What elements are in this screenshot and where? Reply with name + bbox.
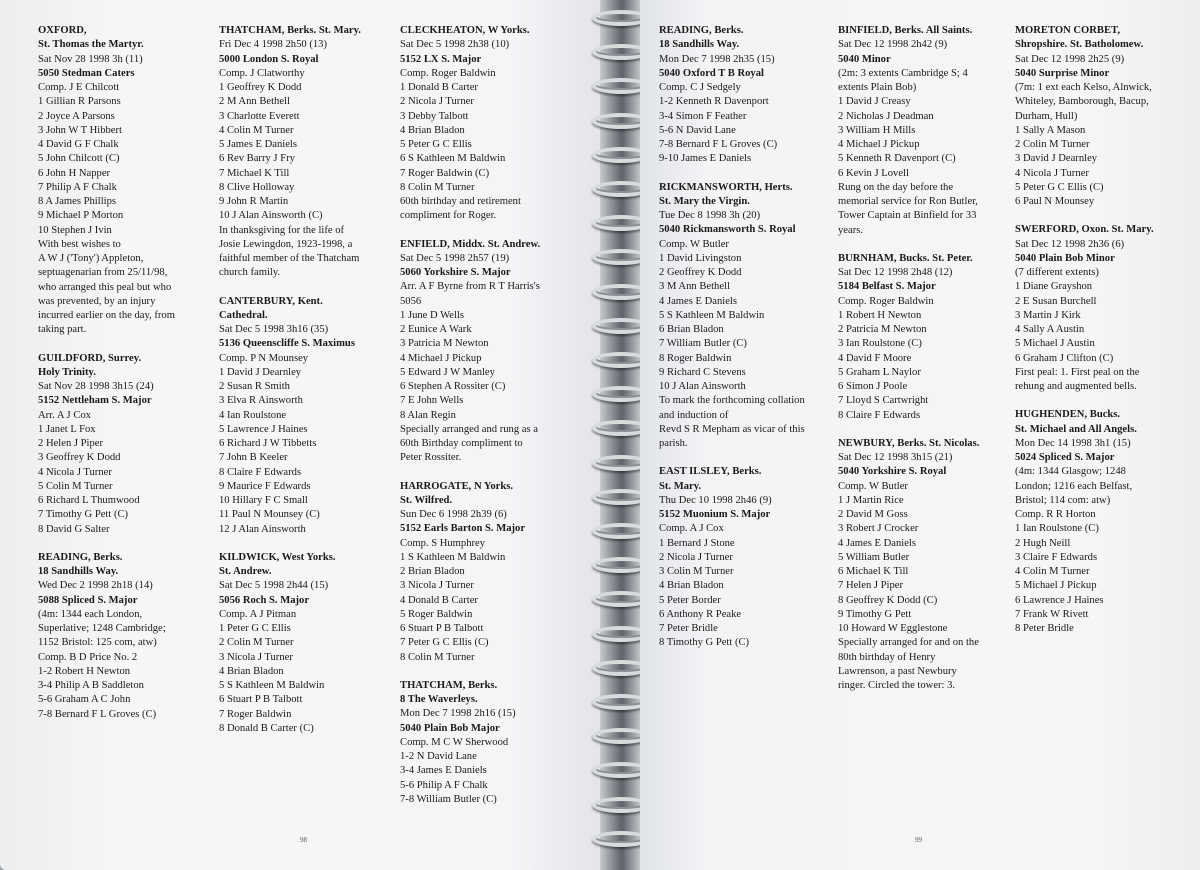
peal-line: 2 Susan R Smith bbox=[219, 381, 290, 392]
peal-date: Fri Dec 4 1998 2h50 (13) bbox=[219, 39, 327, 51]
peal-location: St. Andrew. bbox=[219, 566, 272, 577]
peal-line: (4m: 1344 each London, bbox=[38, 608, 143, 620]
peal-line: 8 Alan Regin bbox=[400, 409, 456, 421]
peal-line: 8 Geoffrey K Dodd (C) bbox=[838, 594, 938, 606]
peal-location: Shropshire. St. Batholomew. bbox=[1015, 39, 1144, 51]
peal-line: 6 Stephen A Rossiter (C) bbox=[400, 381, 506, 392]
peal-line: 3 David J Dearnley bbox=[1015, 153, 1098, 165]
peal-line: Comp. J E Chilcott bbox=[38, 82, 120, 93]
peal-date: Sat Dec 5 1998 2h57 (19) bbox=[400, 252, 510, 264]
left-column-2 bbox=[219, 24, 391, 736]
peal-method: 5060 Yorkshire S. Major bbox=[400, 267, 511, 278]
peal-method: 5050 Stedman Caters bbox=[38, 67, 135, 79]
peal-date: Sat Dec 12 1998 2h36 (6) bbox=[1015, 238, 1125, 250]
peal-line: 4 David F Moore bbox=[838, 352, 912, 364]
peal-line: 10 Hillary F C Small bbox=[219, 495, 308, 506]
peal-line: 1 Ian Roulstone (C) bbox=[1015, 523, 1099, 535]
peal-date: Sat Nov 28 1998 3h (11) bbox=[38, 53, 143, 65]
peal-line: 9 Richard C Stevens bbox=[659, 366, 746, 378]
peal-line: 5 Kenneth R Davenport (C) bbox=[838, 153, 956, 165]
peal-line: 1 Robert H Newton bbox=[838, 309, 922, 321]
peal-line: Specially arranged and rung as a bbox=[400, 423, 538, 435]
peal-line: memorial service for Ron Butler, bbox=[838, 196, 978, 207]
peal-location: READING, Berks. bbox=[38, 551, 123, 563]
peal-line: 60th Birthday compliment to bbox=[400, 438, 523, 449]
peal-line: 5 Peter Border bbox=[659, 594, 721, 606]
peal-line: 3 Patricia M Newton bbox=[400, 338, 489, 350]
peal-line: (7m: 1 ext each Kelso, Alnwick, bbox=[1015, 82, 1152, 93]
peal-line: 3 Ian Roulstone (C) bbox=[838, 338, 922, 350]
peal-line: Rung on the day before the bbox=[838, 181, 954, 193]
peal-location: BINFIELD, Berks. All Saints. bbox=[838, 25, 973, 36]
peal-line: Comp. S Humphrey bbox=[400, 537, 486, 549]
peal-location: St. Michael and All Angels. bbox=[1015, 423, 1137, 435]
peal-line: 5056 bbox=[400, 295, 422, 307]
peal-location: NEWBURY, Berks. St. Nicolas. bbox=[838, 437, 980, 449]
peal-line: 4 Brian Bladon bbox=[659, 580, 724, 592]
peal-line: 1 Sally A Mason bbox=[1015, 124, 1086, 136]
entry-spacer bbox=[400, 224, 580, 238]
peal-line: 1 Geoffrey K Dodd bbox=[219, 82, 302, 93]
peal-line: Josie Lewingdon, 1923-1998, a bbox=[219, 238, 353, 250]
peal-line: Tower Captain at Binfield for 33 bbox=[838, 210, 977, 222]
peal-line: 2 Nicola J Turner bbox=[659, 551, 733, 563]
peal-line: 4 James E Daniels bbox=[659, 295, 737, 307]
peal-line: Whiteley, Bamborough, Bacup, bbox=[1015, 96, 1149, 108]
peal-line: 2 Brian Bladon bbox=[400, 566, 465, 577]
peal-line: 1-2 Kenneth R Davenport bbox=[659, 96, 769, 108]
peal-location: HARROGATE, N Yorks. bbox=[400, 480, 514, 492]
peal-line: 7 Timothy G Pett (C) bbox=[38, 509, 129, 521]
peal-line: 6 Richard L Thumwood bbox=[38, 495, 140, 506]
peal-line: 5 S Kathleen M Baldwin bbox=[219, 680, 325, 691]
peal-line: septuagenarian from 25/11/98, bbox=[38, 267, 168, 279]
peal-line: 3 M Ann Bethell bbox=[659, 281, 730, 293]
peal-method: 5152 Nettleham S. Major bbox=[38, 395, 152, 407]
peal-line: 9 Maurice F Edwards bbox=[219, 480, 311, 492]
peal-line: 8 Colin M Turner bbox=[400, 651, 475, 663]
peal-line: 3 Geoffrey K Dodd bbox=[38, 452, 121, 464]
peal-line: 4 Sally A Austin bbox=[1015, 324, 1085, 335]
peal-line: 6 Rev Barry J Fry bbox=[219, 153, 295, 165]
peal-line: 5 Michael J Austin bbox=[1015, 338, 1095, 350]
peal-line: 3-4 Simon F Feather bbox=[659, 110, 747, 122]
peal-line: 1-2 Robert H Newton bbox=[38, 665, 131, 677]
entry-spacer bbox=[838, 423, 1010, 437]
peal-line: 7 Michael K Till bbox=[219, 167, 290, 179]
peal-line: 2 Hugh Neill bbox=[1015, 537, 1071, 549]
entry-spacer bbox=[38, 537, 208, 551]
entry-spacer bbox=[1015, 209, 1190, 223]
peal-line: 5-6 Graham A C John bbox=[38, 694, 131, 706]
peal-line: 9-10 James E Daniels bbox=[659, 153, 752, 165]
peal-method: 5152 LX S. Major bbox=[400, 53, 482, 65]
peal-location: St. Mary the Virgin. bbox=[659, 195, 750, 207]
peal-line: A W J ('Tony') Appleton, bbox=[38, 253, 144, 264]
peal-line: rehung and augmented bells. bbox=[1015, 381, 1137, 392]
peal-line: 6 Brian Bladon bbox=[659, 324, 724, 335]
peal-line: 3 William H Mills bbox=[838, 124, 916, 136]
peal-line: Comp. W Butler bbox=[838, 480, 908, 492]
peal-line: 5 S Kathleen M Baldwin bbox=[659, 309, 765, 321]
peal-location: GUILDFORD, Surrey. bbox=[38, 352, 142, 364]
peal-line: 11 Paul N Mounsey (C) bbox=[219, 509, 320, 521]
left-column-1 bbox=[38, 24, 208, 722]
peal-line: 4 Ian Roulstone bbox=[219, 409, 287, 421]
peal-line: 5-6 Philip A F Chalk bbox=[400, 779, 488, 791]
entry-spacer bbox=[1015, 394, 1190, 408]
peal-line: 6 Graham J Clifton (C) bbox=[1015, 352, 1114, 364]
peal-line: Comp. P N Mounsey bbox=[219, 352, 309, 364]
peal-location: St. Thomas the Martyr. bbox=[38, 39, 144, 51]
peal-line: 2 E Susan Burchell bbox=[1015, 295, 1097, 307]
peal-line: 7 E John Wells bbox=[400, 395, 464, 407]
peal-line: 3-4 James E Daniels bbox=[400, 765, 487, 777]
peal-date: Thu Dec 10 1998 2h46 (9) bbox=[659, 494, 772, 506]
peal-line: 3 Debby Talbott bbox=[400, 110, 469, 122]
peal-line: 4 Nicola J Turner bbox=[1015, 167, 1089, 179]
peal-line: 5 Roger Baldwin bbox=[400, 608, 473, 620]
peal-location: THATCHAM, Berks. St. Mary. bbox=[219, 25, 361, 36]
peal-line: First peal: 1. First peal on the bbox=[1015, 366, 1140, 378]
peal-line: 1 June D Wells bbox=[400, 309, 464, 321]
peal-line: Comp. Roger Baldwin bbox=[838, 295, 934, 307]
peal-line: who arranged this peal but who bbox=[38, 281, 172, 293]
peal-line: 8 Colin M Turner bbox=[400, 181, 475, 193]
peal-line: 1 David Livingston bbox=[659, 252, 742, 264]
peal-line: London; 1216 each Belfast, bbox=[1015, 480, 1133, 492]
peal-method: 5000 London S. Royal bbox=[219, 53, 319, 65]
peal-line: 1 David J Creasy bbox=[838, 96, 911, 108]
peal-line: 7 Helen J Piper bbox=[838, 580, 904, 592]
peal-method: 5088 Spliced S. Major bbox=[38, 594, 138, 606]
peal-line: 7 John B Keeler bbox=[219, 452, 288, 464]
peal-line: 1 Janet L Fox bbox=[38, 423, 96, 435]
peal-line: 4 Colin M Turner bbox=[219, 124, 294, 136]
peal-line: 2 David M Goss bbox=[838, 509, 908, 520]
peal-line: years. bbox=[838, 224, 863, 236]
peal-line: 4 Brian Bladon bbox=[219, 665, 284, 677]
peal-line: 8 Claire F Edwards bbox=[838, 409, 921, 421]
peal-line: 5 Michael J Pickup bbox=[1015, 580, 1097, 592]
peal-line: 7 Philip A F Chalk bbox=[38, 181, 117, 193]
peal-line: 5 Colin M Turner bbox=[38, 480, 113, 492]
peal-line: 7 Peter G C Ellis (C) bbox=[400, 637, 489, 649]
right-column-3 bbox=[1015, 24, 1190, 636]
peal-date: Wed Dec 2 1998 2h18 (14) bbox=[38, 580, 153, 592]
peal-date: Tue Dec 8 1998 3h (20) bbox=[659, 210, 761, 221]
peal-line: 5 Graham L Naylor bbox=[838, 366, 921, 378]
entry-spacer bbox=[838, 238, 1010, 252]
peal-line: 1 Diane Grayshon bbox=[1015, 281, 1093, 293]
peal-line: 4 Michael J Pickup bbox=[838, 139, 920, 150]
peal-line: 1-2 N David Lane bbox=[400, 751, 477, 762]
peal-line: 2 Nicola J Turner bbox=[400, 96, 474, 108]
peal-line: 7 Roger Baldwin (C) bbox=[400, 167, 490, 179]
peal-line: Comp. Roger Baldwin bbox=[400, 67, 496, 79]
peal-line: Revd S R Mepham as vicar of this bbox=[659, 423, 805, 435]
entry-spacer bbox=[659, 167, 834, 181]
peal-date: Sat Dec 12 1998 3h15 (21) bbox=[838, 452, 953, 463]
peal-location: RICKMANSWORTH, Herts. bbox=[659, 181, 793, 193]
peal-line: 4 Colin M Turner bbox=[1015, 566, 1090, 577]
peal-line: 8 David G Salter bbox=[38, 523, 110, 535]
peal-location: Cathedral. bbox=[219, 309, 268, 321]
peal-line: 6 Kevin J Lovell bbox=[838, 167, 909, 179]
peal-line: 5 James E Daniels bbox=[219, 139, 297, 150]
peal-line: 2 Colin M Turner bbox=[219, 637, 294, 649]
peal-line: 4 Brian Bladon bbox=[400, 124, 465, 136]
peal-line: 7 Roger Baldwin bbox=[219, 708, 292, 720]
peal-line: 7 Peter Bridle bbox=[659, 623, 718, 634]
peal-location: THATCHAM, Berks. bbox=[400, 679, 498, 691]
peal-location: OXFORD, bbox=[38, 25, 87, 36]
peal-line: 2 Helen J Piper bbox=[38, 438, 104, 449]
peal-line: 8 Donald B Carter (C) bbox=[219, 722, 314, 734]
peal-line: (2m: 3 extents Cambridge S; 4 bbox=[838, 67, 968, 79]
right-page bbox=[640, 0, 1200, 870]
peal-line: Comp. C J Sedgely bbox=[659, 82, 741, 93]
peal-line: 10 J Alan Ainsworth bbox=[659, 381, 746, 392]
peal-line: 9 Timothy G Pett bbox=[838, 608, 912, 620]
peal-line: 5 Peter G C Ellis (C) bbox=[1015, 181, 1104, 193]
peal-line: 7 Frank W Rivett bbox=[1015, 608, 1089, 620]
peal-line: 8 Timothy G Pett (C) bbox=[659, 637, 750, 649]
peal-location: HUGHENDEN, Bucks. bbox=[1015, 409, 1121, 421]
peal-line: 80th birthday of Henry bbox=[838, 651, 936, 663]
peal-line: compliment for Roger. bbox=[400, 210, 497, 222]
peal-line: 6 S Kathleen M Baldwin bbox=[400, 153, 506, 165]
peal-line: 8 Peter Bridle bbox=[1015, 623, 1074, 634]
peal-method: 5152 Muonium S. Major bbox=[659, 509, 771, 520]
peal-line: 3 Nicola J Turner bbox=[400, 580, 474, 592]
right-column-1 bbox=[659, 24, 834, 651]
peal-date: Sat Dec 12 1998 2h25 (9) bbox=[1015, 53, 1125, 65]
entry-spacer bbox=[400, 665, 580, 679]
peal-line: Arr. A F Byrne from R T Harris's bbox=[400, 281, 540, 293]
entry-spacer bbox=[659, 451, 834, 465]
peal-line: 5 John Chilcott (C) bbox=[38, 153, 120, 165]
peal-date: Sat Dec 5 1998 2h44 (15) bbox=[219, 580, 329, 592]
peal-line: 3 Robert J Crocker bbox=[838, 523, 919, 535]
peal-line: 9 John R Martin bbox=[219, 196, 289, 207]
peal-line: Comp. R R Horton bbox=[1015, 509, 1096, 520]
entry-spacer bbox=[400, 466, 580, 480]
peal-line: 1 Bernard J Stone bbox=[659, 537, 735, 549]
peal-line: 2 Nicholas J Deadman bbox=[838, 110, 934, 122]
peal-line: 60th birthday and retirement bbox=[400, 196, 521, 207]
peal-line: Durham, Hull) bbox=[1015, 110, 1078, 122]
peal-line: 4 James E Daniels bbox=[838, 537, 916, 549]
peal-line: ringer. Circled the tower: 3. bbox=[838, 680, 956, 691]
peal-line: faithful member of the Thatcham bbox=[219, 253, 360, 264]
peal-line: 6 Stuart P B Talbott bbox=[219, 694, 303, 706]
peal-line: 5 William Butler bbox=[838, 551, 910, 563]
peal-line: 10 Stephen J Ivin bbox=[38, 224, 112, 236]
peal-line: taking part. bbox=[38, 324, 87, 336]
peal-date: Mon Dec 7 1998 2h16 (15) bbox=[400, 708, 516, 720]
right-column-2 bbox=[838, 24, 1010, 693]
right-page-number: 99 bbox=[915, 836, 922, 844]
peal-line: Specially arranged for and on the bbox=[838, 637, 979, 649]
peal-location: SWERFORD, Oxon. St. Mary. bbox=[1015, 224, 1154, 236]
peal-line: 7-8 William Butler (C) bbox=[400, 793, 497, 805]
peal-location: CLECKHEATON, W Yorks. bbox=[400, 25, 530, 36]
peal-date: Mon Dec 7 1998 2h35 (15) bbox=[659, 53, 775, 65]
peal-line: 7 William Butler (C) bbox=[659, 338, 747, 350]
peal-location: KILDWICK, West Yorks. bbox=[219, 551, 336, 563]
peal-line: Comp. J Clatworthy bbox=[219, 67, 305, 79]
peal-line: Bristol; 114 com: atw) bbox=[1015, 494, 1111, 506]
peal-line: 10 J Alan Ainsworth (C) bbox=[219, 210, 323, 222]
peal-line: (4m: 1344 Glasgow; 1248 bbox=[1015, 466, 1126, 478]
peal-line: Lawrenson, a past Newbury bbox=[838, 665, 957, 677]
peal-date: Sat Dec 12 1998 2h48 (12) bbox=[838, 267, 953, 278]
peal-line: 8 Claire F Edwards bbox=[219, 466, 302, 478]
peal-method: 5040 Plain Bob Major bbox=[400, 722, 500, 734]
peal-line: 3 John W T Hibbert bbox=[38, 124, 122, 136]
entry-spacer bbox=[219, 281, 391, 295]
left-page-number: 98 bbox=[300, 836, 307, 844]
left-column-3 bbox=[400, 24, 580, 807]
peal-line: was prevented, by an injury bbox=[38, 295, 156, 307]
peal-location: St. Mary. bbox=[659, 480, 702, 492]
peal-line: Superlative; 1248 Cambridge; bbox=[38, 623, 166, 634]
peal-date: Sat Dec 12 1998 2h42 (9) bbox=[838, 39, 948, 51]
peal-line: 6 Stuart P B Talbott bbox=[400, 623, 484, 634]
peal-method: 5136 Queenscliffe S. Maximus bbox=[219, 338, 355, 350]
peal-line: 10 Howard W Egglestone bbox=[838, 623, 948, 634]
peal-method: 5040 Rickmansworth S. Royal bbox=[659, 224, 796, 236]
peal-location: EAST ILSLEY, Berks. bbox=[659, 466, 762, 478]
peal-line: 6 John H Napper bbox=[38, 167, 111, 179]
peal-line: and induction of bbox=[659, 409, 729, 421]
peal-method: 5040 Yorkshire S. Royal bbox=[838, 466, 947, 478]
entry-spacer bbox=[38, 338, 208, 352]
peal-line: 1 S Kathleen M Baldwin bbox=[400, 551, 506, 563]
peal-line: 4 Donald B Carter bbox=[400, 594, 478, 606]
peal-line: 3 Elva R Ainsworth bbox=[219, 395, 303, 407]
peal-line: 2 Patricia M Newton bbox=[838, 324, 927, 335]
peal-line: 12 J Alan Ainsworth bbox=[219, 523, 306, 535]
peal-line: 3 Colin M Turner bbox=[659, 566, 734, 577]
peal-method: 5056 Roch S. Major bbox=[219, 594, 310, 606]
peal-line: 6 Anthony R Peake bbox=[659, 608, 742, 620]
peal-line: parish. bbox=[659, 438, 688, 449]
peal-line: 1 Gillian R Parsons bbox=[38, 96, 121, 108]
peal-line: With best wishes to bbox=[38, 238, 121, 250]
peal-location: St. Wilfred. bbox=[400, 494, 453, 506]
peal-location: MORETON CORBET, bbox=[1015, 25, 1120, 36]
peal-line: 5-6 N David Lane bbox=[659, 124, 736, 136]
peal-location: READING, Berks. bbox=[659, 25, 744, 36]
peal-line: 7 Lloyd S Cartwright bbox=[838, 395, 929, 407]
peal-line: 2 Joyce A Parsons bbox=[38, 110, 115, 122]
peal-line: 3 Claire F Edwards bbox=[1015, 551, 1098, 563]
peal-date: Sat Dec 5 1998 2h38 (10) bbox=[400, 39, 510, 51]
peal-location: ENFIELD, Middx. St. Andrew. bbox=[400, 238, 541, 250]
peal-method: 5040 Plain Bob Minor bbox=[1015, 252, 1115, 264]
peal-line: 8 Clive Holloway bbox=[219, 181, 295, 193]
peal-line: church family. bbox=[219, 267, 281, 279]
peal-line: In thanksgiving for the life of bbox=[219, 224, 345, 236]
peal-method: 5184 Belfast S. Major bbox=[838, 281, 936, 293]
peal-line: Comp. M C W Sherwood bbox=[400, 736, 509, 748]
peal-line: 6 Richard J W Tibbetts bbox=[219, 438, 317, 449]
peal-line: 7-8 Bernard F L Groves (C) bbox=[659, 139, 778, 150]
peal-line: Comp. W Butler bbox=[659, 238, 729, 250]
peal-line: 4 David G F Chalk bbox=[38, 139, 119, 150]
peal-line: 3 Martin J Kirk bbox=[1015, 309, 1081, 321]
peal-location: Holy Trinity. bbox=[38, 366, 96, 378]
peal-line: Comp. A J Cox bbox=[659, 523, 724, 535]
peal-method: 5152 Earls Barton S. Major bbox=[400, 523, 526, 535]
peal-method: 5024 Spliced S. Major bbox=[1015, 452, 1115, 463]
peal-line: 2 Colin M Turner bbox=[1015, 139, 1090, 150]
peal-method: 5040 Oxford T B Royal bbox=[659, 67, 764, 79]
peal-line: Arr. A J Cox bbox=[38, 409, 91, 421]
peal-line: Peter Rossiter. bbox=[400, 452, 462, 464]
peal-date: Sat Nov 28 1998 3h15 (24) bbox=[38, 381, 154, 392]
peal-line: 6 Michael K Till bbox=[838, 566, 909, 577]
peal-line: 5 Lawrence J Haines bbox=[219, 423, 308, 435]
peal-line: 2 M Ann Bethell bbox=[219, 96, 290, 108]
peal-line: 2 Geoffrey K Dodd bbox=[659, 267, 742, 278]
peal-line: 6 Lawrence J Haines bbox=[1015, 594, 1104, 606]
peal-line: 1 Donald B Carter bbox=[400, 82, 478, 93]
peal-date: Sat Dec 5 1998 3h16 (35) bbox=[219, 324, 329, 335]
peal-line: 3 Charlotte Everett bbox=[219, 110, 300, 122]
peal-line: 1 Peter G C Ellis bbox=[219, 623, 291, 634]
peal-line: incurred earlier on the day, from bbox=[38, 310, 175, 321]
peal-line: Comp. A J Pitman bbox=[219, 608, 297, 620]
peal-location: CANTERBURY, Kent. bbox=[219, 295, 323, 307]
peal-line: (7 different extents) bbox=[1015, 267, 1099, 278]
peal-location: BURNHAM, Bucks. St. Peter. bbox=[838, 252, 973, 264]
peal-line: 1 David J Dearnley bbox=[219, 366, 302, 378]
peal-line: 1 J Martin Rice bbox=[838, 494, 904, 506]
peal-line: 5 Peter G C Ellis bbox=[400, 139, 472, 150]
peal-line: 5 Edward J W Manley bbox=[400, 366, 495, 378]
entry-spacer bbox=[219, 537, 391, 551]
peal-line: 4 Michael J Pickup bbox=[400, 352, 482, 364]
peal-line: 3 Nicola J Turner bbox=[219, 651, 293, 663]
peal-method: 5040 Minor bbox=[838, 53, 891, 65]
peal-date: Sun Dec 6 1998 2h39 (6) bbox=[400, 509, 507, 520]
peal-line: 8 A James Phillips bbox=[38, 196, 116, 207]
peal-line: extents Plain Bob) bbox=[838, 82, 917, 93]
peal-date: Mon Dec 14 1998 3h1 (15) bbox=[1015, 437, 1131, 449]
peal-line: 6 Paul N Mounsey bbox=[1015, 196, 1095, 207]
peal-location: 18 Sandhills Way. bbox=[38, 566, 119, 577]
peal-line: 1152 Bristol: 125 com, atw) bbox=[38, 637, 157, 649]
peal-line: To mark the forthcoming collation bbox=[659, 395, 805, 407]
peal-method: 5040 Surprise Minor bbox=[1015, 67, 1110, 79]
peal-location: 8 The Waverleys. bbox=[400, 694, 478, 705]
peal-line: 4 Nicola J Turner bbox=[38, 466, 112, 478]
peal-line: 9 Michael P Morton bbox=[38, 210, 124, 222]
peal-line: 6 Simon J Poole bbox=[838, 381, 908, 392]
peal-line: 2 Eunice A Wark bbox=[400, 324, 472, 335]
peal-line: Comp. B D Price No. 2 bbox=[38, 651, 138, 663]
peal-line: 8 Roger Baldwin bbox=[659, 352, 732, 364]
peal-location: 18 Sandhills Way. bbox=[659, 39, 740, 51]
peal-line: 3-4 Philip A B Saddleton bbox=[38, 680, 144, 691]
peal-line: 7-8 Bernard F L Groves (C) bbox=[38, 708, 157, 720]
